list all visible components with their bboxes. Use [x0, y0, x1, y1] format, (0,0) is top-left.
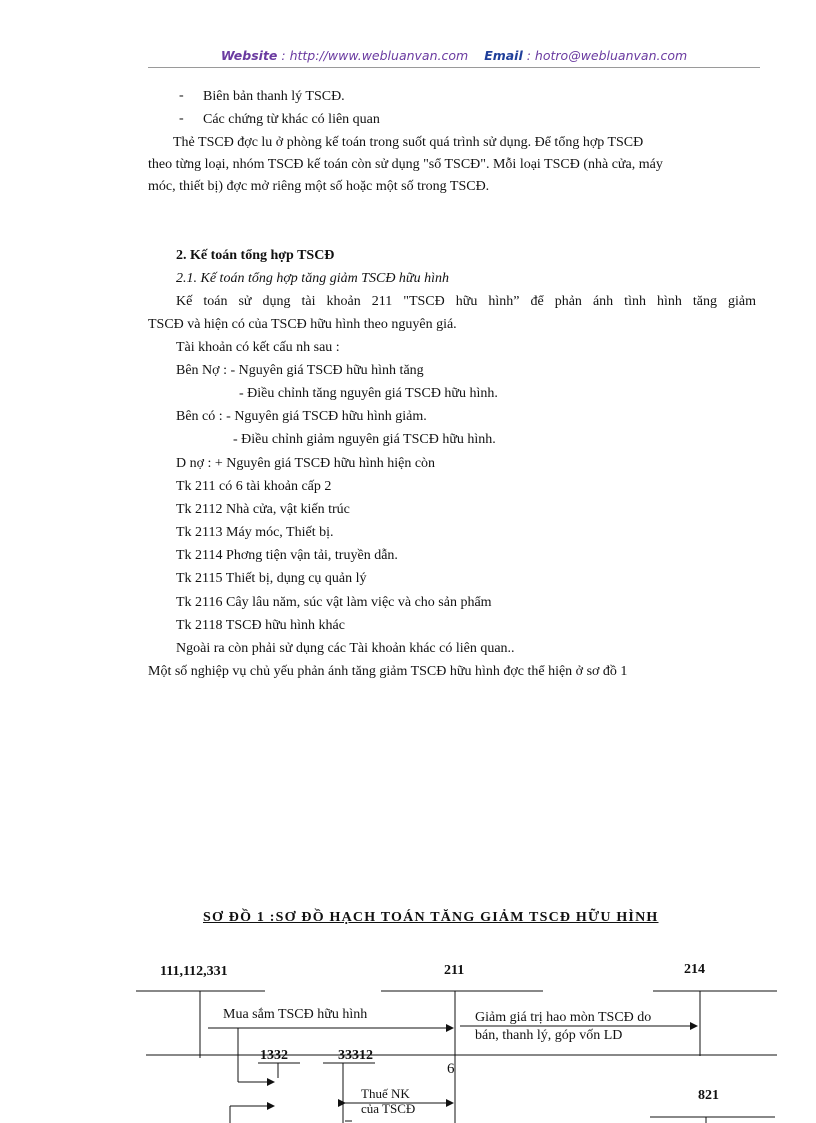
- other-accounts-line: Ngoài ra còn phải sử dụng các Tài khoản khác có liên quan..: [176, 641, 515, 656]
- depreciation-label-line1: Giảm giá trị hao mòn TSCĐ do: [475, 1010, 652, 1025]
- account-line: Tk 2114 Phơng tiện vận tải, truyền dẫn.: [176, 548, 398, 563]
- credit-side-line: - Điều chỉnh giảm nguyên giá TSCĐ hữu hình.: [233, 432, 496, 447]
- paragraph-line: TSCĐ và hiện có của TSCĐ hữu hình theo nguyên giá.: [148, 317, 457, 332]
- bullet-dash: -: [179, 88, 184, 103]
- bullet-item: Các chứng từ khác có liên quan: [203, 112, 380, 127]
- website-link[interactable]: : http://www.webluanvan.com: [281, 48, 469, 63]
- import-tax-label-line2: của TSCĐ: [361, 1101, 416, 1116]
- import-tax-label-line1: Thuế NK: [361, 1086, 410, 1101]
- account-line: Tk 2115 Thiết bị, dụng cụ quản lý: [176, 571, 367, 586]
- account-line: Tk 2118 TSCĐ hữu hình khác: [176, 618, 345, 633]
- account-line: Tk 2116 Cây lâu năm, súc vật làm việc và cho sản phẩm: [176, 595, 492, 610]
- account-111-label: 111,112,331: [160, 964, 228, 979]
- credit-side-line: Bên có : - Nguyên giá TSCĐ hữu hình giảm.: [176, 409, 427, 424]
- page-number: 6: [447, 1061, 455, 1077]
- account-line: Tk 2113 Máy móc, Thiết bị.: [176, 525, 334, 540]
- account-821-label: 821: [698, 1088, 719, 1103]
- email-label: Email: [484, 48, 523, 63]
- bullet-dash: -: [179, 111, 184, 126]
- diagram-intro-line: Một số nghiệp vụ chủ yếu phản ánh tăng giảm TSCĐ hữu hình đợc thể hiện ở sơ đồ 1: [148, 664, 628, 679]
- purchase-label: Mua sắm TSCĐ hữu hình: [223, 1007, 368, 1022]
- account-line: Tk 2112 Nhà cửa, vật kiến trúc: [176, 502, 350, 517]
- account-1332-label: 1332: [260, 1048, 288, 1063]
- paragraph-line: theo từng loại, nhóm TSCĐ kế toán còn sử dụng "sổ TSCĐ". Mỗi loại TSCĐ (nhà cửa, máy: [148, 157, 663, 172]
- paragraph-line: Kế toán sử dụng tài khoản 211 "TSCĐ hữu hình” để phản ánh tình hình tăng giảm: [176, 294, 756, 309]
- debit-side-line: - Điều chỉnh tăng nguyên giá TSCĐ hữu hình.: [239, 386, 498, 401]
- balance-line: D nợ : + Nguyên giá TSCĐ hữu hình hiện còn: [176, 456, 436, 471]
- account-214-label: 214: [684, 962, 705, 977]
- bullet-item: Biên bản thanh lý TSCĐ.: [203, 89, 345, 104]
- diagram-title: SƠ ĐỒ 1 :SƠ ĐỒ HẠCH TOÁN TĂNG GIẢM TSCĐ HỮU HÌNH: [203, 910, 659, 925]
- account-211-label: 211: [444, 963, 465, 978]
- debit-side-line: Bên Nợ : - Nguyên giá TSCĐ hữu hình tăng: [176, 363, 424, 378]
- website-label: Website: [220, 48, 278, 63]
- paragraph-line: móc, thiết bị) đợc mở riêng một số hoặc một số trong TSCĐ.: [148, 179, 490, 194]
- account-line: Tk 211 có 6 tài khoản cấp 2: [176, 479, 332, 494]
- account-33312-label: 33312: [338, 1048, 373, 1063]
- email-link[interactable]: : hotro@webluanvan.com: [526, 48, 688, 63]
- paragraph-line: Thẻ TSCĐ đợc lu ở phòng kế toán trong suốt quá trình sử dụng. Để tổng hợp TSCĐ: [173, 135, 644, 150]
- section-title: 2. Kế toán tổng hợp TSCĐ: [176, 248, 335, 263]
- structure-intro: Tài khoản có kết cấu nh sau :: [176, 340, 340, 355]
- depreciation-label-line2: bán, thanh lý, góp vốn LD: [475, 1028, 623, 1043]
- subsection-title: 2.1. Kế toán tổng hợp tăng giảm TSCĐ hữu hình: [176, 271, 449, 286]
